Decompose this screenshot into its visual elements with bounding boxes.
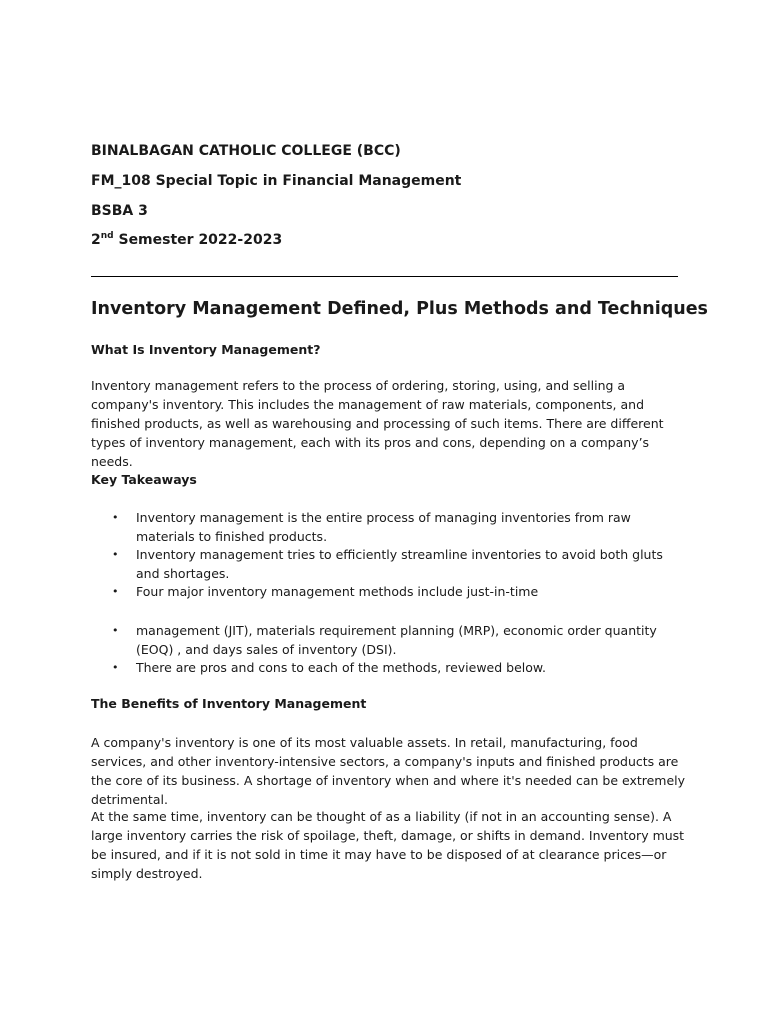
article-title: Inventory Management Defined, Plus Methods and Techniques — [91, 299, 708, 319]
program-name: BSBA 3 — [91, 203, 148, 219]
list-item-text: Inventory management tries to efficiently streamline inventories to avoid both gluts and shortages. — [136, 547, 663, 581]
course-title: FM_108 Special Topic in Financial Management — [91, 173, 462, 189]
list-item-text: management (JIT), materials requirement planning (MRP), economic order quantity (EOQ) , and days sales of inventory (DSI). — [136, 623, 657, 657]
list-item — [91, 509, 686, 546]
semester-line — [91, 230, 282, 250]
horizontal-rule — [91, 276, 678, 277]
list-item-text: Four major inventory management methods include just-in-time — [136, 584, 539, 599]
school-name: BINALBAGAN CATHOLIC COLLEGE (BCC) — [91, 143, 401, 159]
list-item — [91, 659, 686, 678]
bullet-icon: • — [112, 624, 119, 637]
bullet-icon: • — [112, 511, 119, 524]
semester-text: Semester 2022-2023 — [113, 232, 283, 248]
list-item — [91, 546, 686, 583]
list-item-text: Inventory management is the entire process of managing inventories from raw materials to finished products. — [136, 510, 631, 544]
bullet-icon: • — [112, 548, 119, 561]
takeaways-list-2 — [91, 622, 686, 678]
list-item-text: There are pros and cons to each of the methods, reviewed below. — [136, 660, 546, 675]
key-takeaways-heading: Key Takeaways — [91, 472, 197, 487]
semester-number: 2 — [91, 232, 101, 248]
list-item — [91, 583, 686, 602]
list-item — [91, 622, 686, 659]
benefits-paragraph-1: A company's inventory is one of its most valuable assets. In retail, manufacturing, food services, and other inventory-intensive sectors, a company's inputs and finished products are the core of its business. A shortage of inventory when and where it's needed can be extremely detrimental. — [91, 735, 686, 807]
takeaways-list-1 — [91, 509, 686, 602]
what-is-heading: What Is Inventory Management? — [91, 342, 321, 357]
what-is-paragraph: Inventory management refers to the process of ordering, storing, using, and selling a company's inventory. This includes the management of raw materials, components, and finished products, as well as warehousing and processing of such items. There are different types of inventory management, each with its pros and cons, depending on a company’s needs. — [91, 378, 664, 469]
bullet-icon: • — [112, 661, 119, 674]
bullet-icon: • — [112, 585, 119, 598]
benefits-heading: The Benefits of Inventory Management — [91, 696, 367, 711]
semester-ordinal: nd — [100, 231, 114, 241]
benefits-paragraph-2: At the same time, inventory can be thought of as a liability (if not in an accounting sense). A large inventory carries the risk of spoilage, theft, damage, or shifts in demand. Inventory must be insured, and if it is not sold in time it may have to be disposed of at clearance prices—or simply destroyed. — [91, 809, 685, 881]
